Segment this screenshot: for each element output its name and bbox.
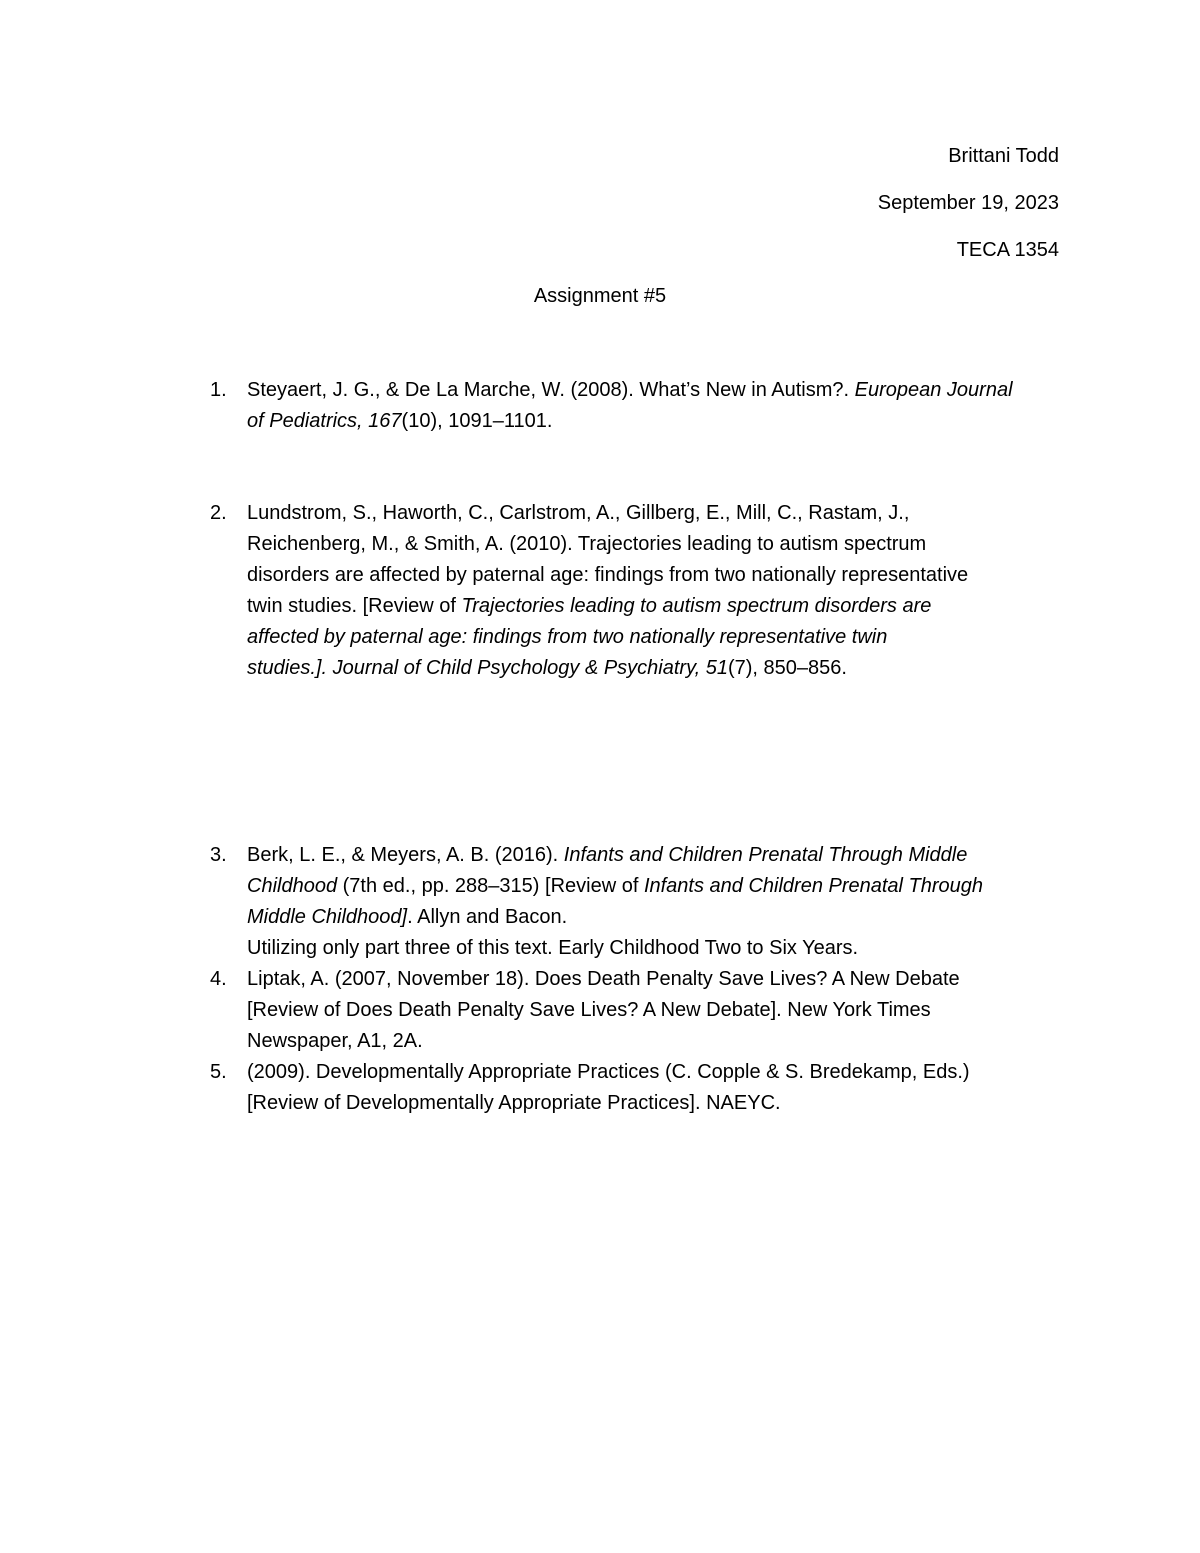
reference-text (247, 840, 1070, 964)
reference-line: Reichenberg, M., & Smith, A. (2010). Trajectories leading to autism spectrum (247, 533, 927, 555)
course-code: TECA 1354 (956, 239, 1059, 261)
reference-number: 1. (210, 379, 227, 401)
reference-line: Middle Childhood]. Allyn and Bacon. (247, 906, 568, 928)
reference-item-1 (210, 375, 1070, 437)
reference-text (247, 498, 1070, 684)
reference-item-3 (210, 840, 1070, 964)
reference-note: Utilizing only part three of this text. Early Childhood Two to Six Years. (247, 937, 859, 959)
reference-line: (2009). Developmentally Appropriate Practices (C. Copple & S. Bredekamp, Eds.) (247, 1061, 970, 1083)
page-title: Assignment #5 (533, 285, 667, 307)
reference-number: 2. (210, 502, 227, 524)
reference-text (247, 1057, 1070, 1119)
reference-line: Berk, L. E., & Meyers, A. B. (2016). Infants and Children Prenatal Through Middle (247, 844, 968, 866)
reference-item-5 (210, 1057, 1070, 1119)
reference-number: 5. (210, 1061, 227, 1083)
assignment-date: September 19, 2023 (877, 192, 1059, 214)
reference-line: Liptak, A. (2007, November 18). Does Death Penalty Save Lives? A New Debate (247, 968, 960, 990)
reference-number: 3. (210, 844, 227, 866)
reference-line: [Review of Developmentally Appropriate Practices]. NAEYC. (247, 1092, 781, 1114)
reference-line: Childhood (7th ed., pp. 288–315) [Review of Infants and Children Prenatal Through (247, 875, 984, 897)
reference-item-4 (210, 964, 1070, 1057)
reference-line: Steyaert, J. G., & De La Marche, W. (2008). What’s New in Autism?. European Journal (247, 379, 1013, 401)
reference-line: Newspaper, A1, 2A. (247, 1030, 423, 1052)
reference-line: twin studies. [Review of Trajectories leading to autism spectrum disorders are (247, 595, 932, 617)
reference-line: of Pediatrics, 167(10), 1091–1101. (247, 410, 553, 432)
reference-text (247, 964, 1070, 1057)
reference-line: affected by paternal age: findings from two nationally representative twin (247, 626, 888, 648)
reference-text (247, 375, 1070, 437)
reference-line: [Review of Does Death Penalty Save Lives? A New Debate]. New York Times (247, 999, 931, 1021)
reference-line: Lundstrom, S., Haworth, C., Carlstrom, A., Gillberg, E., Mill, C., Rastam, J., (247, 502, 910, 524)
reference-line: studies.]. Journal of Child Psychology & Psychiatry, 51(7), 850–856. (247, 657, 847, 679)
author-name: Brittani Todd (948, 145, 1059, 167)
reference-number: 4. (210, 968, 227, 990)
reference-line: disorders are affected by paternal age: findings from two nationally representative (247, 564, 969, 586)
reference-item-2 (210, 498, 1070, 684)
